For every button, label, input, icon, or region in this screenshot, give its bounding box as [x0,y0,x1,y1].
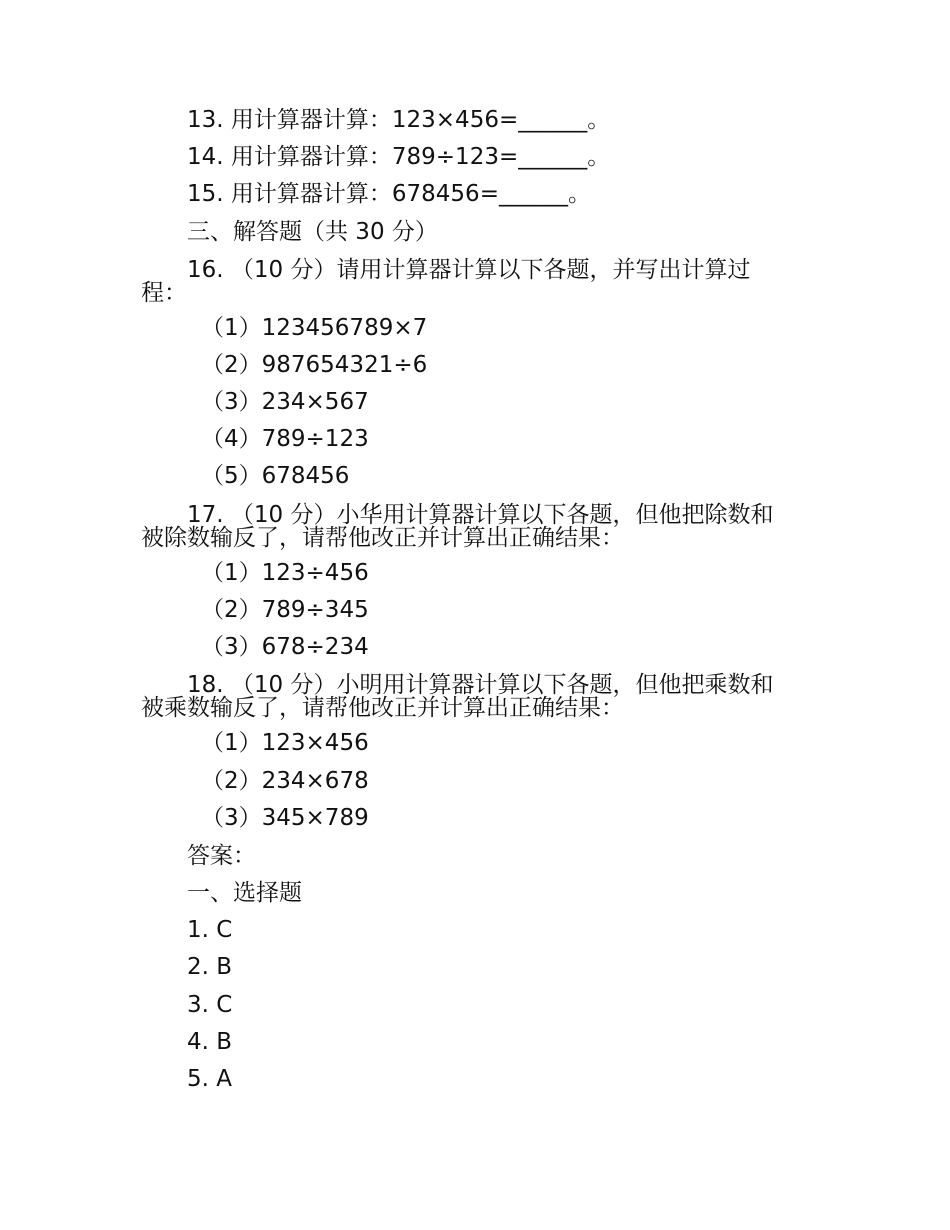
answer-item: 3. C [187,992,233,1018]
question-15: 15. 用计算器计算：678456=______。 [187,181,591,207]
answers-section-heading: 一、选择题 [187,880,302,906]
answer-item: 5. A [187,1066,232,1092]
question-18-head: 18. （10 分）小明用计算器计算以下各题，但他把乘数和 [187,672,774,698]
question-18-item: （3）345×789 [201,805,369,831]
question-18-item: （1）123×456 [201,730,369,756]
answer-item: 1. C [187,917,233,943]
question-17-item: （2）789÷345 [201,597,369,623]
question-16-item: （3）234×567 [201,389,369,415]
question-17-item: （1）123÷456 [201,560,369,586]
question-17-wrap: 被除数输反了，请帮他改正并计算出正确结果： [141,525,624,551]
question-16-wrap: 程： [141,280,187,306]
question-16-item: （1）123456789×7 [201,315,428,341]
question-17-item: （3）678÷234 [201,634,369,660]
question-16-item: （5）678456 [201,463,350,489]
question-18-item: （2）234×678 [201,768,369,794]
answer-item: 2. B [187,954,233,980]
question-16-item: （2）987654321÷6 [201,352,428,378]
question-13: 13. 用计算器计算：123×456=______。 [187,107,611,133]
question-18-wrap: 被乘数输反了，请帮他改正并计算出正确结果： [141,695,624,721]
section-three-heading: 三、解答题（共 30 分） [187,219,438,245]
question-17-head: 17. （10 分）小华用计算器计算以下各题，但他把除数和 [187,502,774,528]
question-14: 14. 用计算器计算：789÷123=______。 [187,144,611,170]
question-16-head: 16. （10 分）请用计算器计算以下各题，并写出计算过 [187,257,751,283]
answers-title: 答案： [187,843,256,869]
question-16-item: （4）789÷123 [201,426,369,452]
answer-item: 4. B [187,1029,233,1055]
